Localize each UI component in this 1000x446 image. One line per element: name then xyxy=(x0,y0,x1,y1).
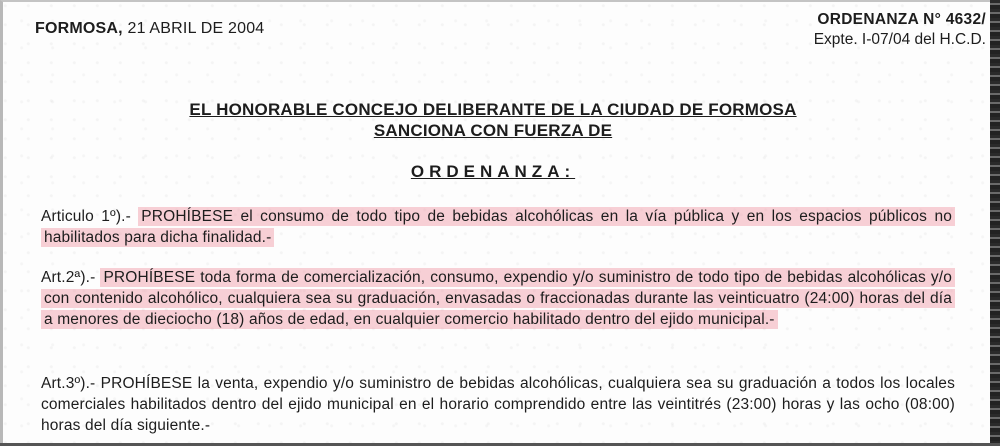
article-2-text: PROHÍBESE toda forma de comercialización, consumo, expendio y/o suministro de todo tipo de bebidas alcohólicas y/o con contenido alcohólico, cualquiera sea su graduación, envasadas o fraccionadas durante las veinticuatro (24:00) horas del día a menores de dieciocho (18) años de edad, en cualquier comercio habilitado dentro del ejido municipal.- xyxy=(41,268,955,329)
scan-edge-right xyxy=(990,0,1000,446)
article-1-heading: Articulo 1º).- xyxy=(41,208,139,225)
header-date: 21 ABRIL DE 2004 xyxy=(122,20,265,37)
article-1-text: PROHÍBESE el consumo de todo tipo de bebidas alcohólicas en la vía pública y en los espacios públicos no habilitados para dicha finalidad.- xyxy=(41,207,955,247)
article-3-heading: Art.3º).- xyxy=(41,375,101,392)
council-title: EL HONORABLE CONCEJO DELIBERANTE DE LA CIUDAD DE FORMOSA xyxy=(189,100,797,119)
article-3 xyxy=(41,373,955,436)
header-ordinance-info xyxy=(814,10,986,50)
expediente-number: Expte. I-07/04 del H.C.D. xyxy=(813,31,986,48)
article-2 xyxy=(41,267,955,330)
ordinance-heading: ORDENANZA: xyxy=(410,162,576,181)
article-1 xyxy=(41,206,955,248)
header-place-date xyxy=(35,20,264,38)
ordinance-number: ORDENANZA N° 4632/ xyxy=(817,11,986,28)
article-2-heading: Art.2ª).- xyxy=(41,269,101,286)
article-3-text: PROHÍBESE la venta, expendio y/o suministro de bebidas alcohólicas, cualquiera sea su graduación a todos los locales comerciales habilitados dentro del ejido municipal en el horario comprendido entre las veintitrés (23:00) horas y las ocho (08:00) horas del día siguiente.- xyxy=(41,375,955,434)
sanction-title: SANCIONA CON FUERZA DE xyxy=(373,121,613,140)
header-city: FORMOSA, xyxy=(35,20,123,37)
